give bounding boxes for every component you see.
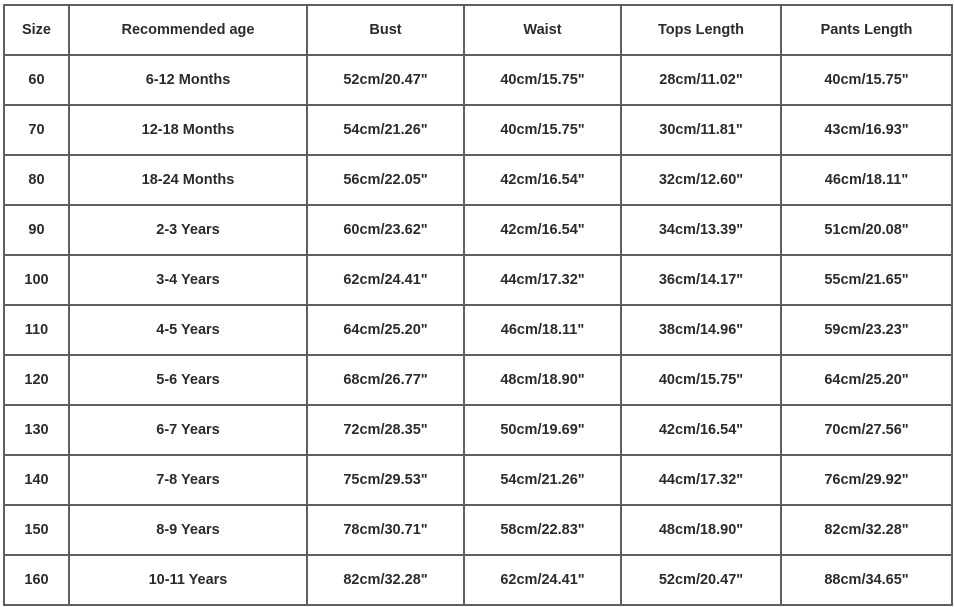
table-row: [4, 405, 952, 455]
cell-pants-length: 82cm/32.28": [781, 505, 952, 555]
cell-bust: 62cm/24.41": [307, 255, 464, 305]
cell-waist: 42cm/16.54": [464, 155, 621, 205]
table-row: [4, 255, 952, 305]
cell-size: 100: [4, 255, 69, 305]
cell-size: 70: [4, 105, 69, 155]
table-row: [4, 105, 952, 155]
header-pants-length: Pants Length: [781, 5, 952, 55]
cell-bust: 78cm/30.71": [307, 505, 464, 555]
cell-pants-length: 55cm/21.65": [781, 255, 952, 305]
cell-waist: 58cm/22.83": [464, 505, 621, 555]
cell-tops-length: 44cm/17.32": [621, 455, 781, 505]
cell-size: 60: [4, 55, 69, 105]
cell-pants-length: 64cm/25.20": [781, 355, 952, 405]
cell-pants-length: 43cm/16.93": [781, 105, 952, 155]
table-row: [4, 205, 952, 255]
table-row: [4, 555, 952, 605]
cell-tops-length: 42cm/16.54": [621, 405, 781, 455]
cell-waist: 62cm/24.41": [464, 555, 621, 605]
cell-size: 150: [4, 505, 69, 555]
cell-bust: 52cm/20.47": [307, 55, 464, 105]
cell-bust: 82cm/32.28": [307, 555, 464, 605]
cell-tops-length: 52cm/20.47": [621, 555, 781, 605]
cell-pants-length: 46cm/18.11": [781, 155, 952, 205]
cell-tops-length: 38cm/14.96": [621, 305, 781, 355]
header-recommended-age: Recommended age: [69, 5, 307, 55]
cell-tops-length: 40cm/15.75": [621, 355, 781, 405]
cell-recommended-age: 3-4 Years: [69, 255, 307, 305]
cell-waist: 48cm/18.90": [464, 355, 621, 405]
cell-bust: 56cm/22.05": [307, 155, 464, 205]
table-header-row: [4, 5, 952, 55]
cell-recommended-age: 4-5 Years: [69, 305, 307, 355]
cell-waist: 44cm/17.32": [464, 255, 621, 305]
cell-size: 90: [4, 205, 69, 255]
cell-recommended-age: 6-7 Years: [69, 405, 307, 455]
header-waist: Waist: [464, 5, 621, 55]
size-chart-table: [3, 4, 953, 606]
cell-recommended-age: 6-12 Months: [69, 55, 307, 105]
table-row: [4, 505, 952, 555]
cell-bust: 60cm/23.62": [307, 205, 464, 255]
cell-bust: 72cm/28.35": [307, 405, 464, 455]
cell-tops-length: 48cm/18.90": [621, 505, 781, 555]
cell-recommended-age: 2-3 Years: [69, 205, 307, 255]
cell-waist: 40cm/15.75": [464, 105, 621, 155]
cell-bust: 64cm/25.20": [307, 305, 464, 355]
table-row: [4, 355, 952, 405]
cell-recommended-age: 7-8 Years: [69, 455, 307, 505]
cell-tops-length: 28cm/11.02": [621, 55, 781, 105]
cell-tops-length: 32cm/12.60": [621, 155, 781, 205]
cell-size: 120: [4, 355, 69, 405]
header-bust: Bust: [307, 5, 464, 55]
cell-waist: 54cm/21.26": [464, 455, 621, 505]
cell-bust: 54cm/21.26": [307, 105, 464, 155]
cell-pants-length: 51cm/20.08": [781, 205, 952, 255]
cell-recommended-age: 8-9 Years: [69, 505, 307, 555]
table-row: [4, 55, 952, 105]
cell-recommended-age: 10-11 Years: [69, 555, 307, 605]
cell-size: 110: [4, 305, 69, 355]
header-tops-length: Tops Length: [621, 5, 781, 55]
cell-pants-length: 70cm/27.56": [781, 405, 952, 455]
table-row: [4, 455, 952, 505]
cell-bust: 75cm/29.53": [307, 455, 464, 505]
cell-size: 140: [4, 455, 69, 505]
cell-tops-length: 34cm/13.39": [621, 205, 781, 255]
cell-pants-length: 59cm/23.23": [781, 305, 952, 355]
cell-pants-length: 88cm/34.65": [781, 555, 952, 605]
cell-waist: 40cm/15.75": [464, 55, 621, 105]
cell-recommended-age: 5-6 Years: [69, 355, 307, 405]
cell-recommended-age: 12-18 Months: [69, 105, 307, 155]
cell-recommended-age: 18-24 Months: [69, 155, 307, 205]
cell-waist: 42cm/16.54": [464, 205, 621, 255]
cell-pants-length: 76cm/29.92": [781, 455, 952, 505]
cell-waist: 50cm/19.69": [464, 405, 621, 455]
cell-size: 160: [4, 555, 69, 605]
cell-tops-length: 36cm/14.17": [621, 255, 781, 305]
table-row: [4, 155, 952, 205]
table-row: [4, 305, 952, 355]
cell-size: 130: [4, 405, 69, 455]
cell-size: 80: [4, 155, 69, 205]
cell-tops-length: 30cm/11.81": [621, 105, 781, 155]
cell-waist: 46cm/18.11": [464, 305, 621, 355]
header-size: Size: [4, 5, 69, 55]
cell-bust: 68cm/26.77": [307, 355, 464, 405]
cell-pants-length: 40cm/15.75": [781, 55, 952, 105]
